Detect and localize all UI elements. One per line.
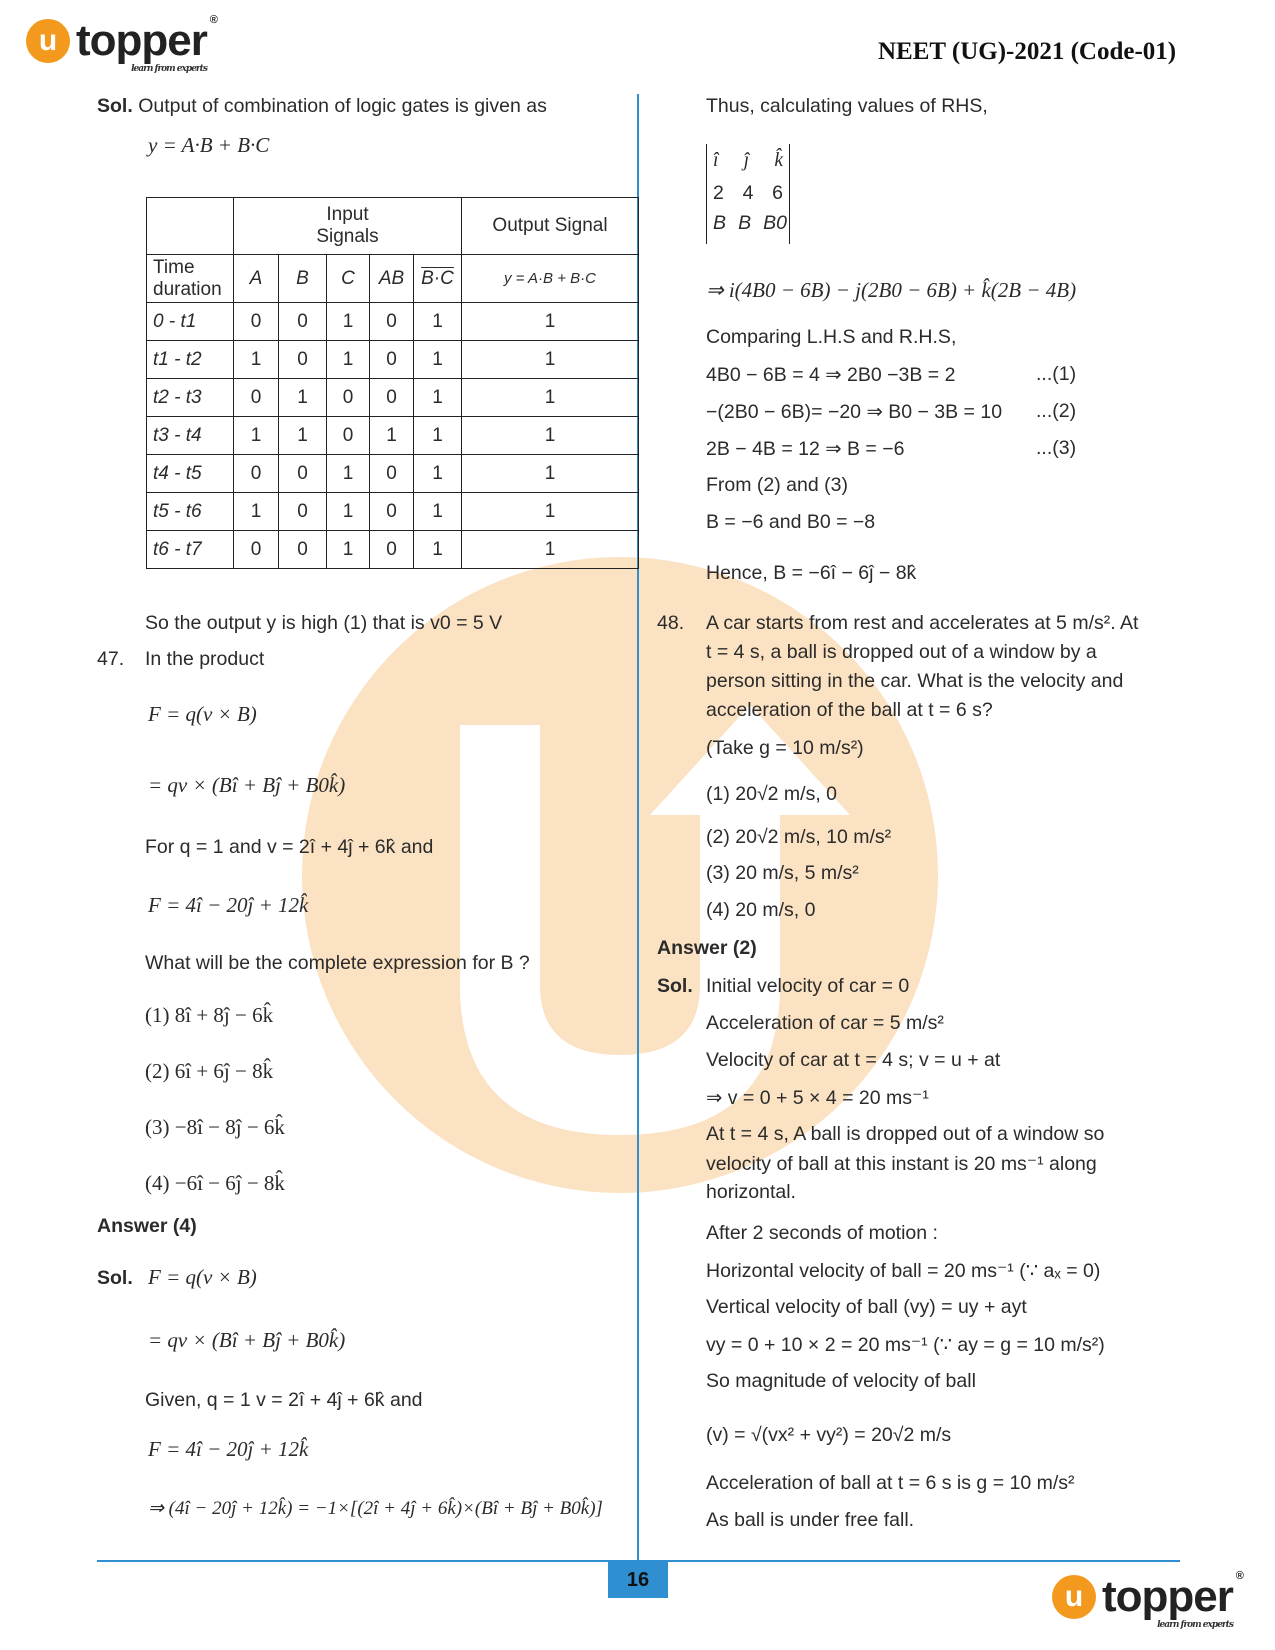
table-corner	[147, 198, 234, 255]
logo-tagline: learn from experts	[131, 64, 207, 74]
cell: 0	[370, 379, 414, 417]
row-time: t4 - t5	[147, 455, 234, 493]
q47-sol-formula-2: = qv × (Bî + Bĵ + B0k̂)	[148, 1328, 346, 1352]
q48-take-g: (Take g = 10 m/s²)	[706, 737, 864, 759]
det-row-2	[713, 182, 783, 205]
q47-sol-label: Sol.	[97, 1267, 133, 1289]
footer-logo-text: topper	[1102, 1572, 1233, 1621]
comparing-text: Comparing L.H.S and R.H.S,	[706, 326, 957, 348]
det-cell: 4	[742, 182, 754, 204]
cell: 1	[327, 303, 370, 341]
cell: 1	[327, 341, 370, 379]
q48-sol-line: Vertical velocity of ball (vy) = uy + ayt	[706, 1296, 1027, 1318]
cell: 1	[234, 341, 279, 379]
table-row	[147, 417, 639, 455]
q47-sol-formula-1: F = q(v × B)	[148, 1265, 257, 1289]
cell: 0	[279, 341, 327, 379]
cell: 1	[462, 455, 639, 493]
cell: 0	[370, 303, 414, 341]
cell: 0	[370, 531, 414, 569]
page-number: 16	[608, 1562, 668, 1598]
det-cell: 2	[713, 182, 724, 204]
cell: 1	[462, 417, 639, 455]
cell: 0	[370, 455, 414, 493]
q47-text: In the product	[145, 648, 265, 670]
cell: 1	[327, 455, 370, 493]
q48-sol-line: Velocity of car at t = 4 s; v = u + at	[706, 1049, 1001, 1071]
q47-sol-formula-3: F = 4î − 20ĵ + 12k̂	[148, 1437, 309, 1461]
cell: 1	[370, 417, 414, 455]
sol-label: Sol.	[97, 95, 133, 117]
q48-sol-line: vy = 0 + 10 × 2 = 20 ms⁻¹ (∵ ay = g = 10 m/s²)	[706, 1334, 1105, 1356]
q47-question: What will be the complete expression for B ?	[145, 952, 530, 974]
q48-sol-line: ⇒ v = 0 + 5 × 4 = 20 ms⁻¹	[706, 1087, 929, 1109]
cell: 1	[462, 531, 639, 569]
sol-logic-gates	[97, 95, 547, 118]
q48-sol-line: (v) = √(vx² + vy²) = 20√2 m/s	[706, 1424, 952, 1446]
q48-option-1: (1) 20√2 m/s, 0	[706, 783, 837, 805]
col-bc: B·C	[414, 255, 462, 303]
expansion: ⇒ i(4B0 − 6B) − j(2B0 − 6B) + k̂(2B − 4B)	[706, 278, 1077, 302]
cell: 1	[462, 379, 639, 417]
q47-sol-formula-4: ⇒ (4î − 20ĵ + 12k̂) = −1×[(2î + 4ĵ + 6k̂)×(Bî + Bĵ + B0k̂)]	[148, 1498, 603, 1519]
q48-option-4: (4) 20 m/s, 0	[706, 899, 816, 921]
cell: 1	[234, 417, 279, 455]
q48-sol-line: Acceleration of ball at t = 6 s is g = 10 m/s²	[706, 1472, 1075, 1494]
q47-option-2: (2) 6î + 6ĵ − 8k̂	[145, 1059, 274, 1083]
thus-text: Thus, calculating values of RHS,	[706, 95, 988, 117]
q48-number: 48.	[657, 612, 685, 634]
q47-given: Given, q = 1 v = 2î + 4ĵ + 6k̂ and	[145, 1389, 423, 1411]
q48-sol-line: Initial velocity of car = 0	[706, 975, 910, 997]
row-time: t6 - t7	[147, 531, 234, 569]
truth-table	[146, 197, 639, 569]
cell: 0	[234, 379, 279, 417]
q47-answer: Answer (4)	[97, 1215, 197, 1237]
cell: 1	[414, 455, 462, 493]
q48-sol-line: velocity of ball at this instant is 20 ms⁻¹ along	[706, 1153, 1097, 1175]
col-c: C	[327, 255, 370, 303]
equation-1: 4B0 − 6B = 4 ⇒ 2B0 −3B = 2	[706, 364, 956, 386]
det-row-3	[713, 212, 787, 235]
from-text: From (2) and (3)	[706, 474, 848, 496]
col-time-duration: Time duration	[147, 255, 234, 303]
cell: 1	[414, 417, 462, 455]
cell: 0	[234, 531, 279, 569]
equation-3: 2B − 4B = 12 ⇒ B = −6	[706, 438, 905, 460]
cell: 0	[279, 303, 327, 341]
q48-sol-line: After 2 seconds of motion :	[706, 1222, 938, 1244]
cell: 1	[414, 493, 462, 531]
q47-number: 47.	[97, 648, 125, 670]
q48-sol-label: Sol.	[657, 975, 693, 997]
cell: 0	[234, 303, 279, 341]
row-time: t2 - t3	[147, 379, 234, 417]
det-row-1	[713, 150, 783, 172]
logo-text: topper	[76, 16, 207, 65]
q48-option-2: (2) 20√2 m/s, 10 m/s²	[706, 826, 892, 848]
cell: 0	[279, 455, 327, 493]
topper-u-icon: u	[1052, 1575, 1096, 1619]
cell: 0	[279, 493, 327, 531]
col-ab: AB	[370, 255, 414, 303]
table-row	[147, 531, 639, 569]
det-cell: k̂	[774, 150, 783, 171]
result-text: B = −6 and B0 = −8	[706, 511, 876, 533]
table-row	[147, 341, 639, 379]
table-row	[147, 493, 639, 531]
cell: 1	[462, 341, 639, 379]
topper-u-icon: u	[26, 19, 70, 63]
row-time: t1 - t2	[147, 341, 234, 379]
col-a: A	[234, 255, 279, 303]
q47-option-1: (1) 8î + 8ĵ − 6k̂	[145, 1003, 274, 1027]
col-b: B	[279, 255, 327, 303]
q47-option-3: (3) −8î − 8ĵ − 6k̂	[145, 1115, 285, 1139]
q47-formula-2: = qv × (Bî + Bĵ + B0k̂)	[148, 773, 346, 797]
table-row	[147, 455, 639, 493]
cell: 1	[234, 493, 279, 531]
cell: 1	[414, 341, 462, 379]
det-cell: B	[738, 212, 752, 234]
cell: 0	[279, 531, 327, 569]
q47-formula-3: F = 4î − 20ĵ + 12k̂	[148, 893, 309, 917]
cell: 1	[279, 379, 327, 417]
cell: 0	[234, 455, 279, 493]
q48-sol-line: As ball is under free fall.	[706, 1509, 915, 1531]
hence-text: Hence, B = −6î − 6ĵ − 8k̂	[706, 562, 917, 584]
cell: 1	[414, 531, 462, 569]
cell: 0	[327, 417, 370, 455]
q48-line-3: person sitting in the car. What is the velocity and	[706, 670, 1124, 692]
q48-sol-line: Acceleration of car = 5 m/s²	[706, 1012, 944, 1034]
header-input-signals: Input Signals	[234, 198, 462, 255]
det-cell: 6	[772, 182, 783, 204]
q48-option-3: (3) 20 m/s, 5 m/s²	[706, 862, 859, 884]
q47-formula-1: F = q(v × B)	[148, 702, 257, 726]
exam-title: NEET (UG)-2021 (Code-01)	[878, 38, 1177, 65]
header-output-signal: Output Signal	[462, 198, 639, 255]
cell: 1	[279, 417, 327, 455]
sol-text: Output of combination of logic gates is given as	[138, 95, 547, 117]
det-cell: î	[713, 150, 719, 171]
q48-sol-line: horizontal.	[706, 1181, 796, 1203]
logic-formula: y = A·B + B·C	[148, 133, 270, 157]
cell: 1	[414, 379, 462, 417]
q48-line-1: A car starts from rest and accelerates at 5 m/s². At	[706, 612, 1139, 634]
cell: 0	[370, 341, 414, 379]
q47-option-4: (4) −6î − 6ĵ − 8k̂	[145, 1171, 285, 1195]
equation-2: −(2B0 − 6B)= −20 ⇒ B0 − 3B = 10	[706, 401, 1003, 423]
cell: 1	[462, 303, 639, 341]
equation-1-tag: ...(1)	[1036, 363, 1077, 385]
cell: 1	[327, 531, 370, 569]
table-row	[147, 379, 639, 417]
cell: 0	[370, 493, 414, 531]
equation-2-tag: ...(2)	[1036, 400, 1077, 422]
table-row	[147, 303, 639, 341]
row-time: t3 - t4	[147, 417, 234, 455]
row-time: 0 - t1	[147, 303, 234, 341]
det-cell: B0	[763, 212, 787, 234]
q48-sol-line: So magnitude of velocity of ball	[706, 1370, 976, 1392]
q48-sol-line: Horizontal velocity of ball = 20 ms⁻¹ (∵ aₓ = 0)	[706, 1260, 1101, 1282]
q48-line-2: t = 4 s, a ball is dropped out of a window by a	[706, 641, 1097, 663]
topper-logo: u topper ® learn from experts	[26, 16, 207, 66]
cell: 0	[327, 379, 370, 417]
q48-answer: Answer (2)	[657, 937, 757, 959]
q48-sol-line: At t = 4 s, A ball is dropped out of a window so	[706, 1123, 1105, 1145]
q48-line-4: acceleration of the ball at t = 6 s?	[706, 699, 993, 721]
cell: 1	[327, 493, 370, 531]
footer-topper-logo: u topper ® learn from experts	[1052, 1572, 1233, 1622]
col-output-y: y = A·B + B·C	[462, 255, 639, 303]
determinant	[706, 144, 790, 244]
q47-for-given: For q = 1 and v = 2î + 4ĵ + 6k̂ and	[145, 836, 434, 858]
row-time: t5 - t6	[147, 493, 234, 531]
cell: 1	[414, 303, 462, 341]
equation-3-tag: ...(3)	[1036, 437, 1077, 459]
footer-logo-tagline: learn from experts	[1157, 1620, 1233, 1630]
cell: 1	[462, 493, 639, 531]
so-output-text: So the output y is high (1) that is v0 = 5 V	[145, 612, 503, 634]
det-cell: ĵ	[743, 150, 750, 171]
det-cell: B	[713, 212, 727, 234]
